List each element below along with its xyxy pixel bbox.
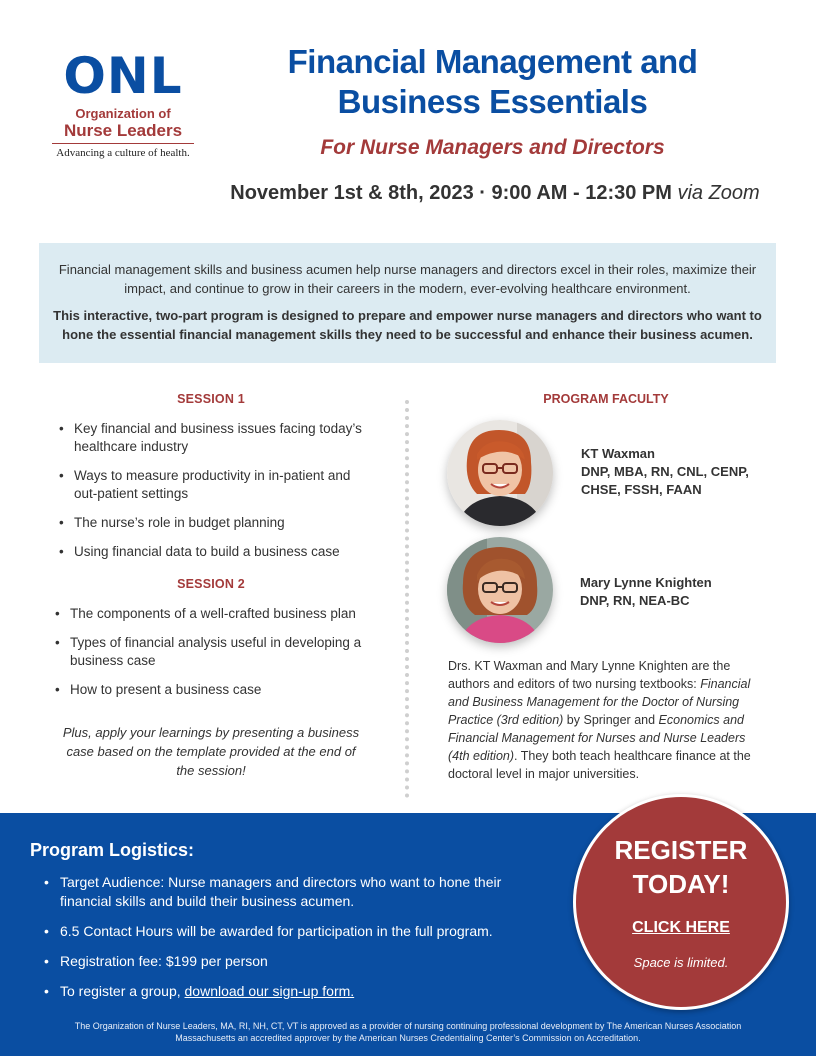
faculty-name: KT Waxman (581, 446, 655, 461)
register-line-1: REGISTER (614, 835, 748, 865)
logo-name-line: Nurse Leaders (63, 121, 183, 140)
logistics-heading: Program Logistics: (30, 840, 195, 860)
faculty-credentials: DNP, MBA, RN, CNL, CENP, (581, 464, 749, 479)
logo-tagline: Advancing a culture of health. (56, 147, 190, 159)
list-item: • How to present a business case (52, 681, 366, 699)
list-item: • The components of a well-crafted business plan (52, 605, 366, 623)
list-item (30, 982, 550, 1001)
bio-text-1: Drs. KT Waxman and Mary Lynne Knighten are the authors and editors of two nursing textbooks: (448, 659, 731, 691)
logo-org-line: Organization of (75, 106, 171, 121)
session-2-heading: SESSION 2 (177, 577, 245, 591)
title-line-2: Business Essentials (337, 83, 648, 120)
list-item: • 6.5 Contact Hours will be awarded for participation in the full program. (30, 922, 550, 941)
logistics-list (30, 873, 550, 1012)
portrait-2-icon (447, 537, 553, 643)
space-limited-note: Space is limited. (633, 955, 729, 970)
intro-paragraph-2: This interactive, two-part program is designed to prepare and empower nurse managers and directors who want to hone the essential financial management skills they need to be successful and enhance their business acumen. (53, 308, 762, 342)
register-badge[interactable] (573, 794, 789, 1010)
bio-text-2: by Springer and (563, 713, 659, 727)
intro-paragraph-1: Financial management skills and business acumen help nurse managers and directors excel in their roles, maximize their impact, and continue to grow in their careers in the modern, ever-evolving healthcare environment. (58, 262, 757, 296)
column-divider (405, 400, 409, 798)
faculty-name: Mary Lynne Knighten (580, 575, 712, 590)
session-2-list (52, 605, 366, 699)
register-title (576, 833, 786, 901)
bio-text-3: . They both teach healthcare finance at the doctoral level in major universities. (448, 749, 751, 781)
list-item: • Ways to measure productivity in in-patient and out-patient settings (56, 467, 366, 503)
faculty-photo-mary-lynne-knighten (447, 537, 553, 643)
group-register-text: To register a group, (60, 983, 185, 999)
faculty-card-mary-lynne-knighten (580, 574, 780, 610)
event-date: November 1st & 8th, 2023 · 9:00 AM - 12:30 PM (230, 182, 672, 204)
title-line-1: Financial Management and (287, 43, 698, 80)
signup-form-link[interactable]: download our sign-up form. (184, 983, 355, 999)
faculty-photo-kt-waxman (447, 420, 553, 526)
portrait-1-icon (447, 420, 553, 526)
intro-panel (39, 243, 776, 363)
faculty-bio (448, 657, 768, 783)
list-item: • Key financial and business issues facing today’s healthcare industry (56, 420, 366, 456)
click-here-link[interactable]: CLICK HERE (632, 919, 730, 936)
list-item: • Using financial data to build a business case (56, 543, 366, 561)
faculty-heading: PROGRAM FACULTY (543, 392, 669, 406)
page-title (215, 42, 770, 122)
onl-logo (48, 47, 198, 159)
sessions-column (56, 392, 366, 780)
faculty-credentials: DNP, RN, NEA-BC (580, 593, 690, 608)
event-dateline (200, 182, 790, 205)
list-item: • The nurse’s role in budget planning (56, 514, 366, 532)
bio-book-1: Financial and Business Management for the Doctor of Nursing Practice (3rd edition) (448, 677, 751, 727)
session-1-heading: SESSION 1 (177, 392, 245, 406)
accreditation-statement: The Organization of Nurse Leaders, MA, RI, NH, CT, VT is approved as a provider of nursing continuing professional development by The American Nurses Association Massachusetts an accredited approver by the American Nurses Credentialing Center’s Commission on Accreditation. (74, 1021, 742, 1043)
event-venue: via Zoom (677, 182, 760, 204)
logo-rule (52, 143, 194, 144)
list-item: • Types of financial analysis useful in developing a business case (52, 634, 366, 670)
page-subtitle: For Nurse Managers and Directors (320, 136, 665, 159)
faculty-card-kt-waxman (581, 445, 781, 499)
list-item: • Target Audience: Nurse managers and directors who want to hone their financial skills and build their business acumen. (30, 873, 550, 911)
list-item: • Registration fee: $199 per person (30, 952, 550, 971)
register-line-2: TODAY! (632, 869, 730, 899)
faculty-credentials-cont: CHSE, FSSH, FAAN (581, 482, 702, 497)
bio-book-2: Economics and Financial Management for Nurses and Nurse Leaders (4th edition) (448, 713, 746, 763)
logo-mark: ONL (63, 47, 183, 105)
session-1-list (56, 420, 366, 561)
session-closing-note: Plus, apply your learnings by presenting a business case based on the template provided at the end of the session! (62, 725, 360, 778)
